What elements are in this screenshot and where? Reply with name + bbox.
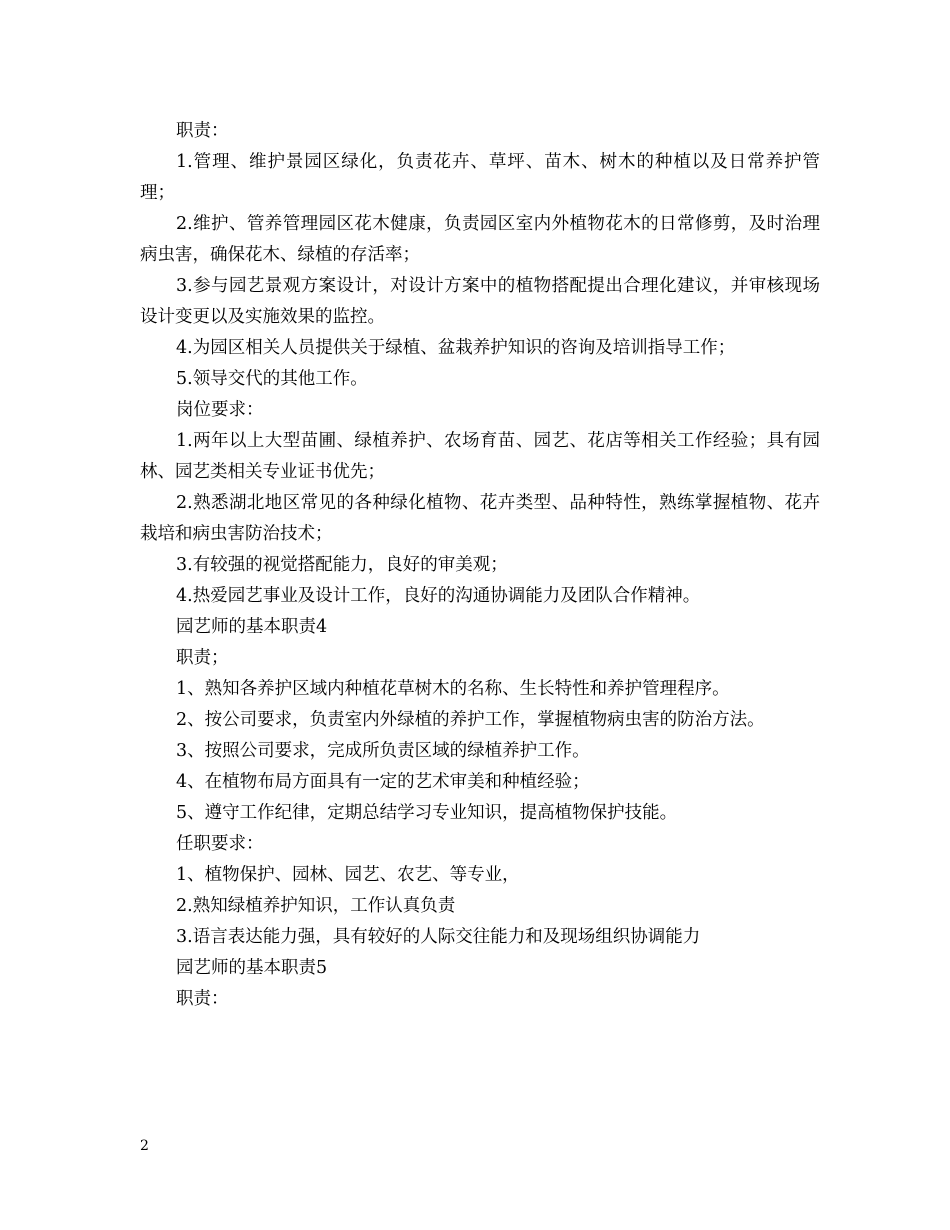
qualification-4-item-1: 1、植物保护、园林、园艺、农艺、等专业， xyxy=(176,865,520,885)
qualification-4-item-3: 3.语言表达能力强，具有较好的人际交往能力和及现场组织协调能力 xyxy=(176,927,701,947)
duty-item-4: 4.为园区相关人员提供关于绿植、盆栽养护知识的咨询及培训指导工作； xyxy=(176,338,736,358)
requirement-item-1: 1.两年以上大型苗圃、绿植养护、农场育苗、园艺、花店等相关工作经验；具有园林、园艺类相关专业证书优先； xyxy=(140,431,820,482)
section-title-5: 园艺师的基本职责5 xyxy=(176,958,328,978)
qualification-4-item-2: 2.熟知绿植养护知识，工作认真负责 xyxy=(176,896,456,916)
requirement-item-2: 2.熟悉湖北地区常见的各种绿化植物、花卉类型、品种特性，熟练掌握植物、花卉栽培和病虫害防治技术； xyxy=(140,493,820,544)
section-heading-duties-4: 职责； xyxy=(176,648,229,668)
duty-4-item-1: 1、熟知各养护区域内种植花草树木的名称、生长特性和养护管理程序。 xyxy=(176,679,730,699)
section-title-4: 园艺师的基本职责4 xyxy=(176,617,328,637)
requirement-item-3: 3.有较强的视觉搭配能力，良好的审美观； xyxy=(176,555,508,575)
duty-4-item-2: 2、按公司要求，负责室内外绿植的养护工作，掌握植物病虫害的防治方法。 xyxy=(176,710,765,730)
section-heading-duties: 职责： xyxy=(176,121,229,141)
section-heading-qualifications-4: 任职要求： xyxy=(176,834,264,854)
duty-4-item-3: 3、按照公司要求，完成所负责区域的绿植养护工作。 xyxy=(176,741,590,761)
requirement-item-4: 4.热爱园艺事业及设计工作，良好的沟通协调能力及团队合作精神。 xyxy=(176,586,701,606)
page-number: 2 xyxy=(140,1138,149,1154)
section-heading-requirements: 岗位要求： xyxy=(176,400,264,420)
duty-item-2: 2.维护、管养管理园区花木健康，负责园区室内外植物花木的日常修剪，及时治理病虫害，确保花木、绿植的存活率； xyxy=(140,214,820,265)
duty-4-item-5: 5、遵守工作纪律，定期总结学习专业知识，提高植物保护技能。 xyxy=(176,803,678,823)
duty-item-3: 3.参与园艺景观方案设计，对设计方案中的植物搭配提出合理化建议，并审核现场设计变更以及实施效果的监控。 xyxy=(140,276,820,327)
duty-item-1: 1.管理、维护景园区绿化，负责花卉、草坪、苗木、树木的种植以及日常养护管理； xyxy=(140,152,820,203)
document-body xyxy=(140,116,820,1015)
section-heading-duties-5: 职责： xyxy=(176,989,229,1009)
duty-item-5: 5.领导交代的其他工作。 xyxy=(176,369,368,389)
duty-4-item-4: 4、在植物布局方面具有一定的艺术审美和种植经验； xyxy=(176,772,590,792)
